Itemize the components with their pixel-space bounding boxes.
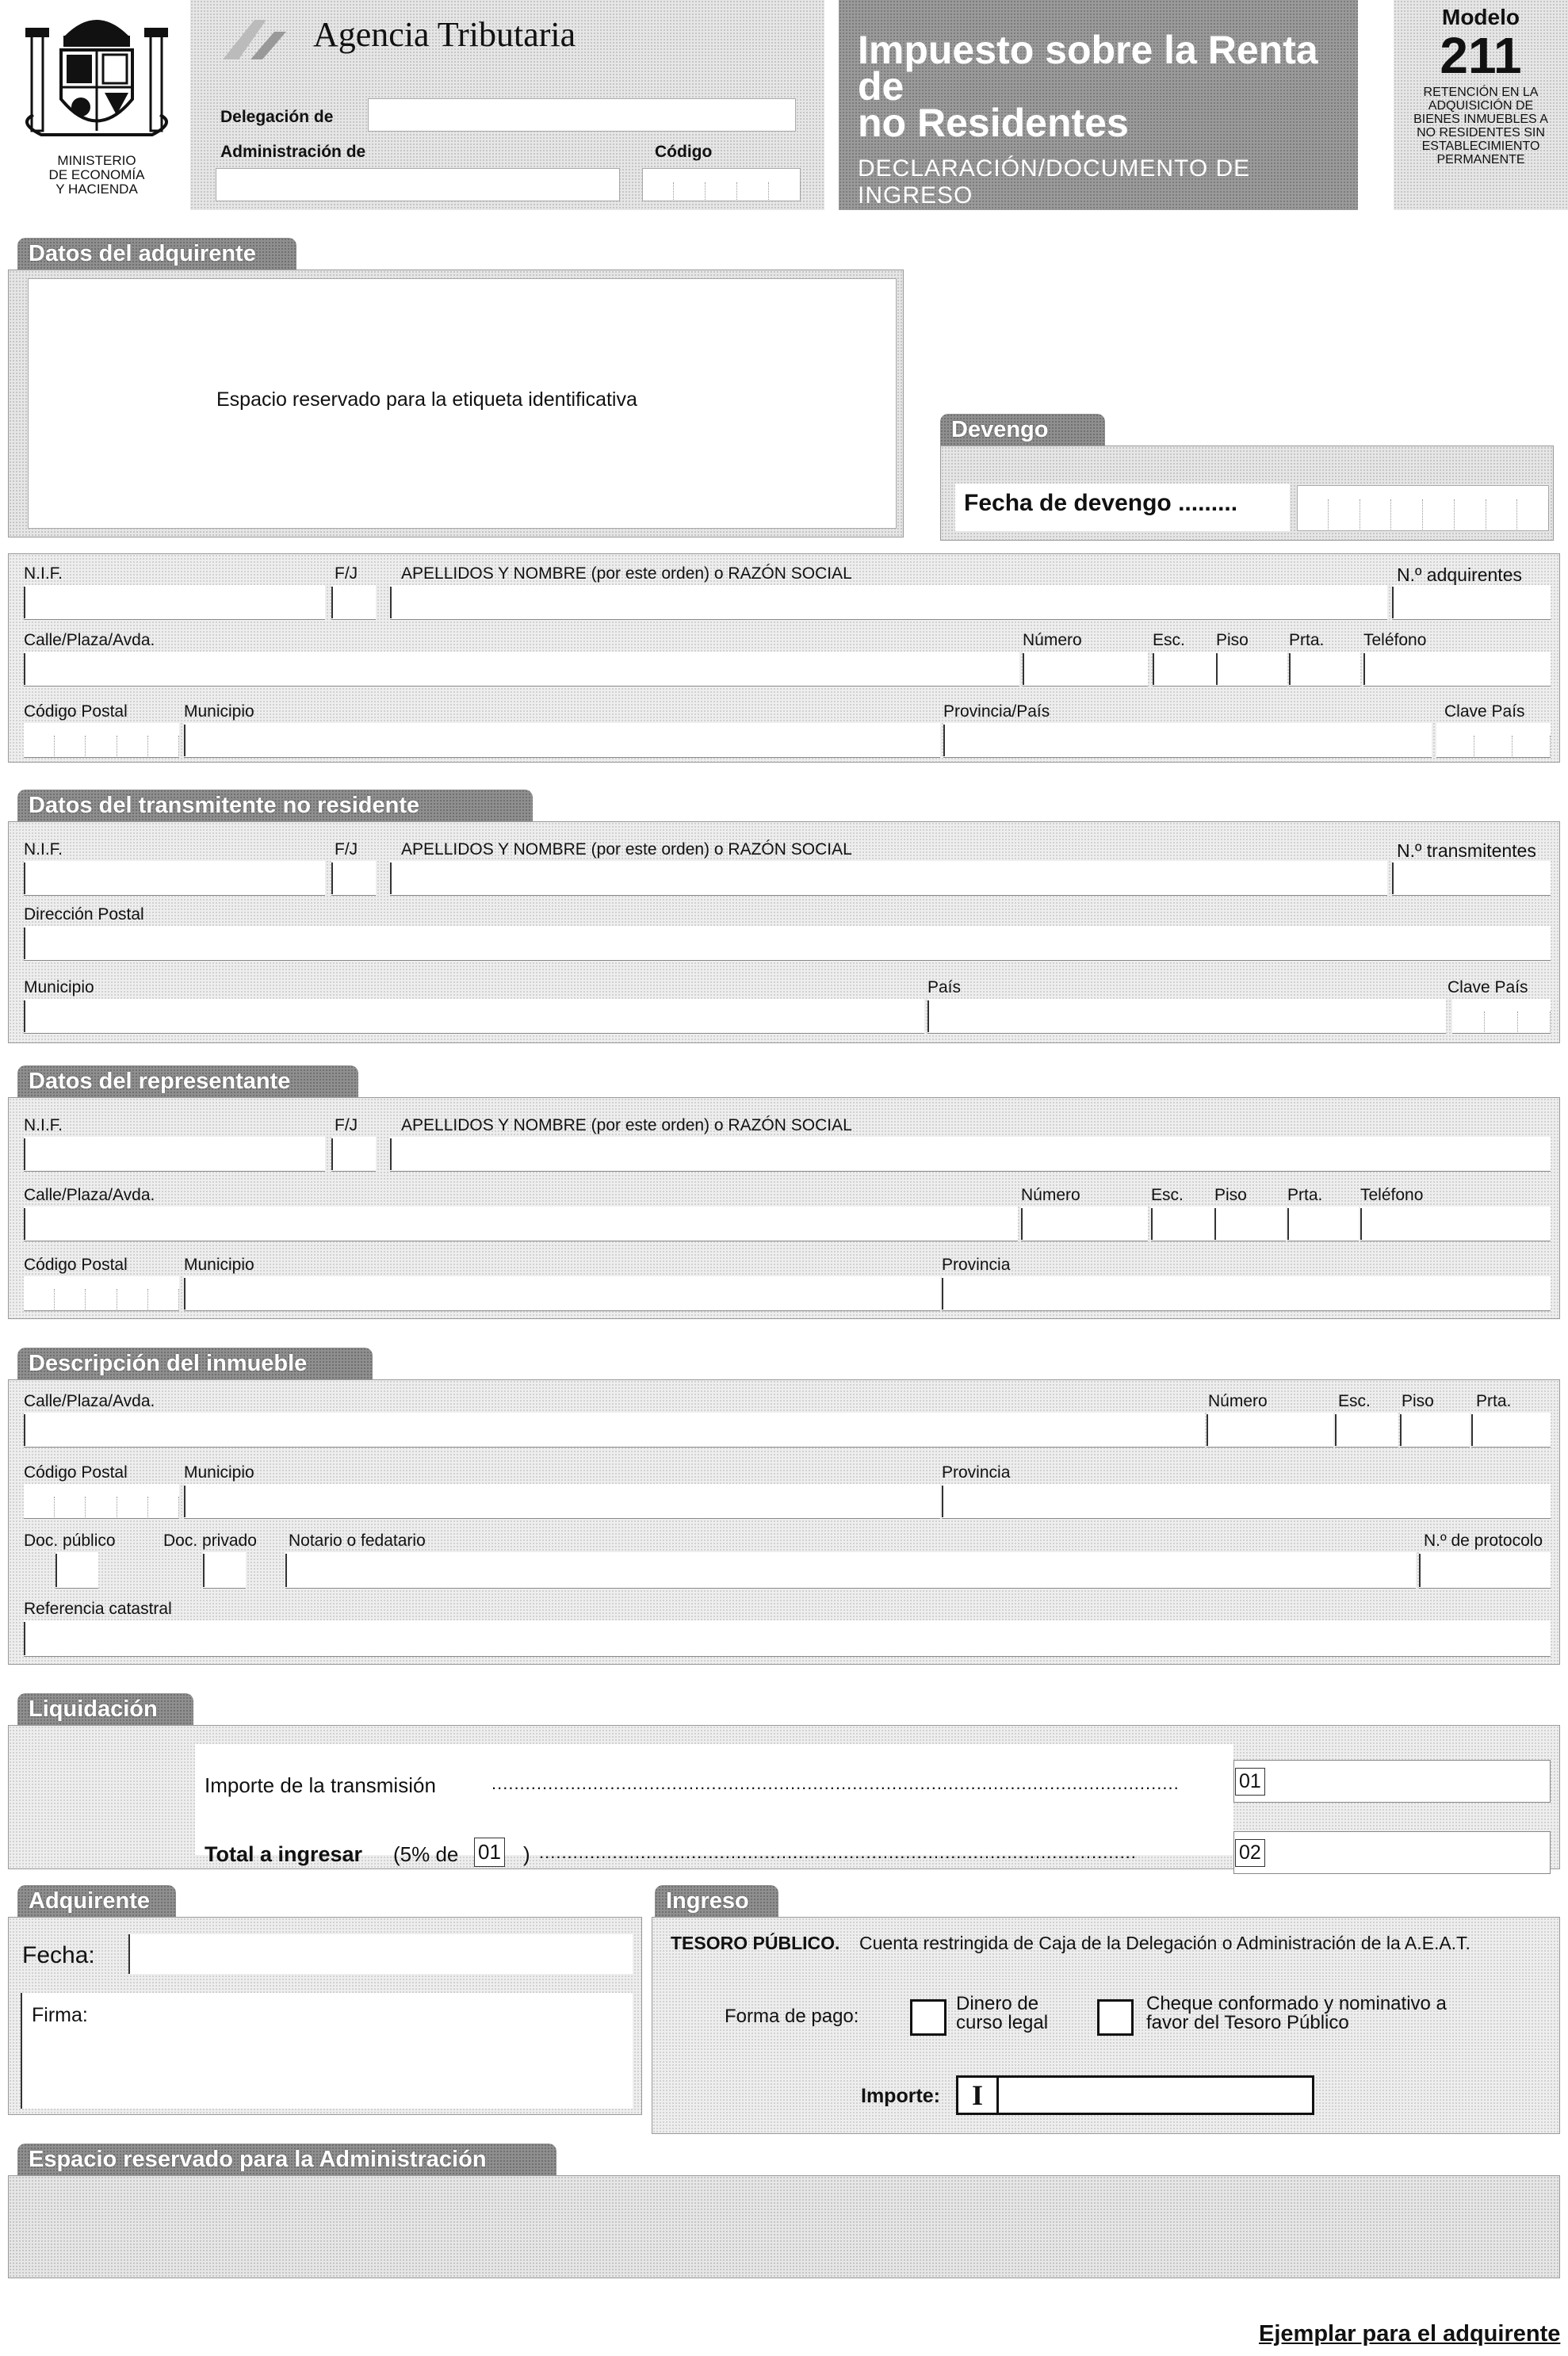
casilla-02-code: 02 <box>1235 1839 1265 1867</box>
rep-nombre-field[interactable] <box>390 1137 1551 1172</box>
tra-nombre-bar <box>390 862 392 894</box>
inm-municipio-bar <box>184 1486 185 1517</box>
rep-nif-label: N.I.F. <box>24 1116 63 1134</box>
total-pct-prefix: (5% de <box>393 1842 459 1866</box>
tra-clave-ticks <box>1452 1012 1551 1032</box>
forma-pago-label: Forma de pago: <box>725 2006 859 2027</box>
adq-provincia-bar <box>943 725 945 756</box>
adq-cp-label: Código Postal <box>24 702 128 721</box>
rep-calle-bar <box>24 1208 25 1240</box>
adq-telefono-bar <box>1363 653 1365 685</box>
tra-num-transmitentes-label: N.º transmitentes <box>1397 840 1536 861</box>
inm-numero-label: Número <box>1208 1392 1268 1410</box>
rep-prta-field[interactable] <box>1287 1207 1359 1241</box>
rep-calle-label: Calle/Plaza/Avda. <box>24 1186 155 1204</box>
administracion-label: Administración de <box>220 143 366 161</box>
delegacion-field[interactable] <box>368 98 796 132</box>
ministry-logo <box>17 4 176 210</box>
rep-numero-label: Número <box>1021 1186 1080 1204</box>
importe-transmision-label: Importe de la transmisión <box>205 1773 436 1797</box>
rep-esc-label: Esc. <box>1151 1186 1184 1204</box>
rep-provincia-field[interactable] <box>942 1276 1551 1311</box>
adq-esc-label: Esc. <box>1153 631 1185 649</box>
inm-catastral-field[interactable] <box>24 1620 1551 1657</box>
inm-prta-label: Prta. <box>1476 1392 1512 1410</box>
inm-protocolo-label: N.º de protocolo <box>1424 1532 1543 1550</box>
inm-numero-field[interactable] <box>1207 1413 1333 1448</box>
modelo-description: RETENCIÓN EN LA ADQUISICIÓN DE BIENES INMUEBLES A NO RESIDENTES SIN ESTABLECIMIENTO PERMANENTE <box>1413 86 1548 166</box>
tra-nombre-label: APELLIDOS Y NOMBRE (por este orden) o RAZÓN SOCIAL <box>401 840 852 859</box>
adq-fj-label: F/J <box>335 564 358 583</box>
adq-municipio-bar <box>184 725 185 756</box>
total-ingresar-label: Total a ingresar <box>205 1842 363 1866</box>
agency-logo-icon <box>219 16 290 63</box>
adq-calle-field[interactable] <box>24 652 1019 687</box>
inm-cp-label: Código Postal <box>24 1463 128 1482</box>
tra-num-transmitentes-field[interactable] <box>1392 861 1551 896</box>
rep-piso-field[interactable] <box>1214 1207 1286 1241</box>
tra-fj-bar <box>331 862 333 894</box>
adq-nif-bar <box>24 587 25 618</box>
rep-fj-field[interactable] <box>331 1137 376 1172</box>
inm-notario-label: Notario o fedatario <box>289 1532 426 1550</box>
inm-doc-privado-bar <box>203 1554 205 1587</box>
form-subtitle: DECLARACIÓN/DOCUMENTO DE INGRESO <box>858 155 1251 208</box>
rep-fj-bar <box>331 1138 333 1170</box>
codigo-label: Código <box>655 143 713 161</box>
adq-fj-bar <box>331 587 333 618</box>
inm-calle-bar <box>24 1414 25 1446</box>
inm-doc-publico-label: Doc. público <box>24 1532 116 1550</box>
importe-prefix: I <box>958 2078 999 2113</box>
tab-espacio-administracion: Espacio reservado para la Administración <box>17 2144 556 2177</box>
total-dots: .......................................................................................................... <box>539 1842 1137 1862</box>
rep-piso-bar <box>1214 1208 1216 1240</box>
inm-provincia-label: Provincia <box>942 1463 1011 1482</box>
inm-provincia-field[interactable] <box>942 1484 1551 1519</box>
adq-prta-field[interactable] <box>1289 652 1360 687</box>
dinero-checkbox[interactable] <box>910 1999 947 2036</box>
adq-telefono-label: Teléfono <box>1363 631 1427 649</box>
adq-provincia-pais-field[interactable] <box>943 723 1432 758</box>
coat-of-arms-icon <box>17 4 176 147</box>
adq-clave-ticks <box>1436 736 1551 756</box>
liquidacion-inner <box>195 1744 1233 1855</box>
ministry-name: MINISTERIO DE ECONOMÍA Y HACIENDA <box>48 153 145 197</box>
codigo-ticks <box>642 182 801 200</box>
adq-esc-field[interactable] <box>1153 652 1216 687</box>
casilla-02-field[interactable] <box>1233 1831 1551 1874</box>
inm-catastral-label: Referencia catastral <box>24 1600 172 1618</box>
adq-municipio-label: Municipio <box>184 702 254 721</box>
cheque-checkbox[interactable] <box>1097 1999 1134 2036</box>
tra-direccion-label: Dirección Postal <box>24 905 144 924</box>
adq-nombre-label: APELLIDOS Y NOMBRE (por este orden) o RAZÓN SOCIAL <box>401 564 852 583</box>
inm-municipio-field[interactable] <box>184 1484 940 1519</box>
rep-municipio-bar <box>184 1278 185 1310</box>
tab-devengo: Devengo <box>940 414 1105 447</box>
adq-municipio-field[interactable] <box>184 723 940 758</box>
label-space-text: Espacio reservado para la etiqueta identificativa <box>216 388 637 411</box>
adq-numero-label: Número <box>1023 631 1082 649</box>
adq-num-adquirentes-field[interactable] <box>1392 585 1551 620</box>
inm-protocolo-field[interactable] <box>1419 1552 1551 1589</box>
tra-municipio-label: Municipio <box>24 978 94 996</box>
rep-calle-field[interactable] <box>24 1207 1018 1241</box>
inm-calle-field[interactable] <box>24 1413 1205 1448</box>
modelo-box <box>1394 0 1568 210</box>
importe-ingreso-field[interactable] <box>956 2075 1314 2115</box>
delegacion-label: Delegación de <box>220 108 334 126</box>
total-ref-01: 01 <box>474 1838 505 1867</box>
firma-area[interactable] <box>21 1993 633 2109</box>
inm-numero-bar <box>1207 1414 1208 1446</box>
adq-nif-field[interactable] <box>24 585 325 620</box>
adq-calle-label: Calle/Plaza/Avda. <box>24 631 155 649</box>
rep-numero-bar <box>1021 1208 1023 1240</box>
fecha-devengo-ticks <box>1297 499 1549 530</box>
rep-nif-bar <box>24 1138 25 1170</box>
rep-telefono-field[interactable] <box>1360 1207 1551 1241</box>
inm-piso-label: Piso <box>1402 1392 1434 1410</box>
adq-nif-label: N.I.F. <box>24 564 63 583</box>
adq-prta-label: Prta. <box>1289 631 1325 649</box>
tesoro-cuenta-text: Cuenta restringida de Caja de la Delegación o Administración de la A.E.A.T. <box>859 1933 1470 1953</box>
tab-datos-transmitente: Datos del transmitente no residente <box>17 790 533 823</box>
firma-label: Firma: <box>32 2004 88 2026</box>
adq-num-bar <box>1392 587 1394 618</box>
rep-numero-field[interactable] <box>1021 1207 1148 1241</box>
adq-clave-pais-label: Clave País <box>1444 702 1525 721</box>
rep-provincia-bar <box>942 1278 943 1310</box>
ejemplar-footer: Ejemplar para el adquirente <box>1259 2321 1561 2346</box>
inm-doc-privado-label: Doc. privado <box>163 1532 257 1550</box>
adq-telefono-field[interactable] <box>1363 652 1551 687</box>
inm-doc-publico-bar <box>55 1554 57 1587</box>
tra-nif-field[interactable] <box>24 861 325 896</box>
tab-datos-adquirente: Datos del adquirente <box>17 238 296 271</box>
tra-clave-pais-label: Clave País <box>1448 978 1528 996</box>
rep-telefono-label: Teléfono <box>1360 1186 1424 1204</box>
rep-telefono-bar <box>1360 1208 1362 1240</box>
tra-municipio-field[interactable] <box>24 999 924 1034</box>
inm-municipio-label: Municipio <box>184 1463 254 1482</box>
inm-calle-label: Calle/Plaza/Avda. <box>24 1392 155 1410</box>
inm-piso-bar <box>1400 1414 1402 1446</box>
rep-fj-label: F/J <box>335 1116 358 1134</box>
inm-protocolo-bar <box>1419 1554 1421 1587</box>
tra-nif-bar <box>24 862 25 894</box>
adq-piso-bar <box>1216 653 1218 685</box>
casilla-01-field[interactable] <box>1233 1760 1551 1803</box>
adq-numero-bar <box>1023 653 1024 685</box>
tab-datos-representante: Datos del representante <box>17 1065 358 1099</box>
adq-nombre-field[interactable] <box>390 585 1387 620</box>
inm-esc-bar <box>1335 1414 1337 1446</box>
rep-esc-field[interactable] <box>1151 1207 1214 1241</box>
inm-catastral-bar <box>24 1622 25 1655</box>
tra-fj-label: F/J <box>335 840 358 859</box>
tra-num-bar <box>1392 862 1394 894</box>
importe-ingreso-label: Importe: <box>861 2085 940 2107</box>
tab-ingreso: Ingreso <box>655 1885 778 1918</box>
firma-fecha-field[interactable] <box>128 1934 633 1974</box>
rep-nombre-label: APELLIDOS Y NOMBRE (por este orden) o RAZÓN SOCIAL <box>401 1116 852 1134</box>
rep-municipio-label: Municipio <box>184 1256 254 1274</box>
adq-nombre-bar <box>390 587 392 618</box>
rep-provincia-label: Provincia <box>942 1256 1011 1274</box>
administracion-panel <box>8 2175 1560 2278</box>
tab-adquirente-firma: Adquirente <box>17 1885 176 1918</box>
inm-notario-field[interactable] <box>285 1552 1416 1589</box>
rep-nif-field[interactable] <box>24 1137 325 1172</box>
modelo-label: Modelo <box>1442 5 1520 29</box>
tab-liquidacion: Liquidación <box>17 1693 193 1727</box>
rep-nombre-bar <box>390 1138 392 1170</box>
agency-name: Agencia Tributaria <box>313 15 576 54</box>
adq-num-adquirentes-label: N.º adquirentes <box>1397 564 1522 585</box>
fecha-devengo-label: Fecha de devengo ......... <box>964 490 1238 516</box>
tra-pais-label: País <box>927 978 962 996</box>
adq-prta-bar <box>1289 653 1291 685</box>
rep-cp-label: Código Postal <box>24 1256 128 1274</box>
inm-esc-field[interactable] <box>1335 1413 1398 1448</box>
adq-cp-ticks <box>24 736 179 756</box>
inm-esc-label: Esc. <box>1338 1392 1371 1410</box>
adq-numero-field[interactable] <box>1023 652 1148 687</box>
modelo-number: 211 <box>1440 27 1522 84</box>
adq-esc-bar <box>1153 653 1154 685</box>
inm-doc-publico-field[interactable] <box>55 1552 98 1589</box>
form-title: Impuesto sobre la Renta de no Residentes <box>858 28 1318 145</box>
tra-nif-label: N.I.F. <box>24 840 63 859</box>
adq-calle-bar <box>24 653 25 685</box>
inm-piso-field[interactable] <box>1400 1413 1470 1448</box>
rep-esc-bar <box>1151 1208 1153 1240</box>
rep-municipio-field[interactable] <box>184 1276 940 1311</box>
tra-fj-field[interactable] <box>331 861 376 896</box>
importe-transmision-dots: .......................................................................................................................... <box>491 1773 1180 1793</box>
administracion-field[interactable] <box>216 168 620 201</box>
rep-cp-ticks <box>24 1289 179 1310</box>
tra-municipio-bar <box>24 1000 25 1032</box>
rep-prta-label: Prta. <box>1287 1186 1323 1204</box>
rep-piso-label: Piso <box>1214 1186 1247 1204</box>
tesoro-publico-label: TESORO PÚBLICO. <box>671 1933 840 1953</box>
inm-prta-bar <box>1471 1414 1473 1446</box>
tab-descripcion-inmueble: Descripción del inmueble <box>17 1348 373 1381</box>
total-suffix: ) <box>523 1842 530 1866</box>
tra-direccion-field[interactable] <box>24 926 1551 961</box>
tra-direccion-bar <box>24 927 25 959</box>
inm-notario-bar <box>285 1554 287 1587</box>
adq-fj-field[interactable] <box>331 585 376 620</box>
inm-provincia-bar <box>942 1486 943 1517</box>
inm-doc-privado-field[interactable] <box>203 1552 246 1589</box>
inm-prta-field[interactable] <box>1471 1413 1551 1448</box>
adq-piso-field[interactable] <box>1216 652 1287 687</box>
casilla-01-code: 01 <box>1235 1768 1265 1796</box>
cheque-label: Cheque conformado y nominativo a favor del Tesoro Público <box>1146 1993 1447 2033</box>
adq-piso-label: Piso <box>1216 631 1249 649</box>
adq-provincia-pais-label: Provincia/País <box>943 702 1050 721</box>
tra-nombre-field[interactable] <box>390 861 1387 896</box>
firma-fecha-label: Fecha: <box>22 1942 95 1968</box>
tra-pais-field[interactable] <box>927 999 1446 1034</box>
title-box <box>839 0 1358 210</box>
tra-pais-bar <box>927 1000 929 1032</box>
rep-prta-bar <box>1287 1208 1289 1240</box>
inm-cp-ticks <box>24 1497 179 1517</box>
dinero-label: Dinero de curso legal <box>956 1993 1049 2033</box>
